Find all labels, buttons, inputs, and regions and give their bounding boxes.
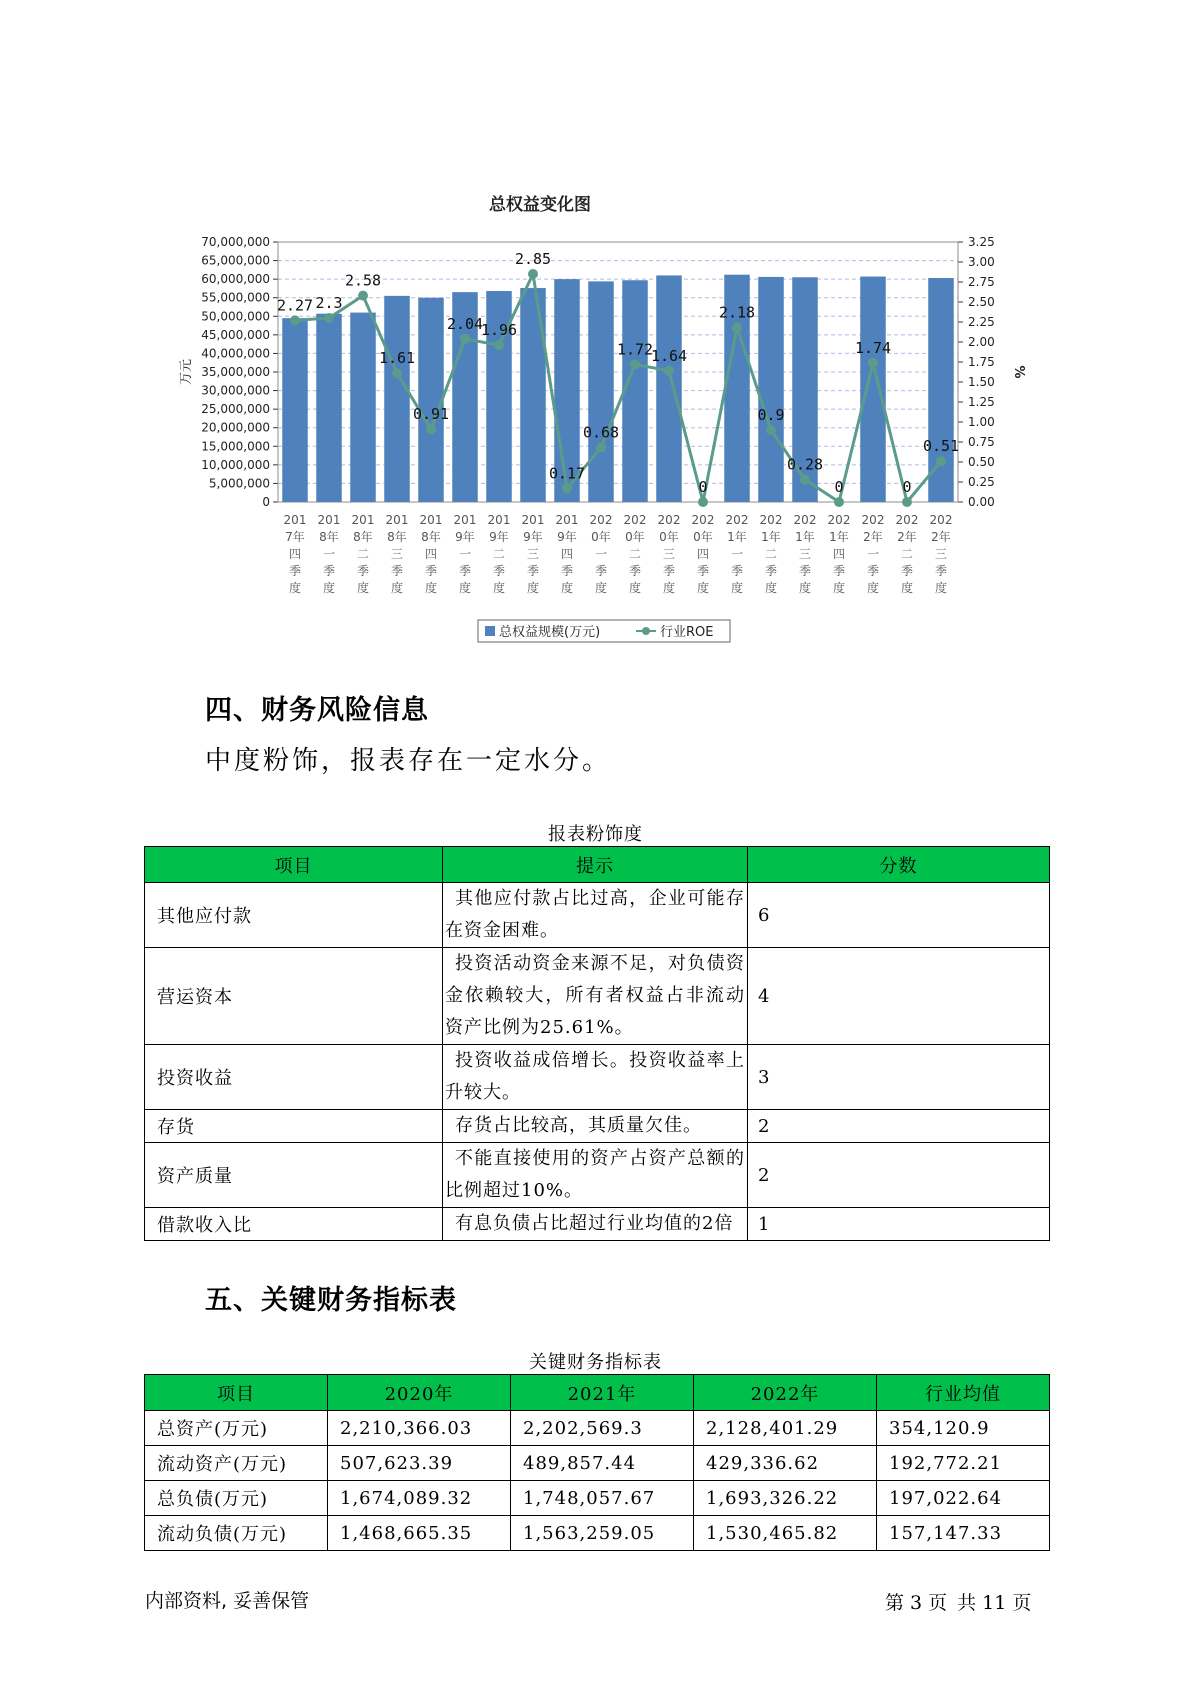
category-label-part: 0年 xyxy=(625,530,645,544)
category-label-part: 201 xyxy=(555,513,579,527)
roe-point xyxy=(868,358,878,368)
roe-data-label: 0.28 xyxy=(786,455,824,474)
category-label-part: 1年 xyxy=(829,530,849,544)
right-tick-label: 3.00 xyxy=(968,255,995,269)
category-label-part: 8年 xyxy=(353,530,373,544)
category-label-part: 季 xyxy=(832,564,846,578)
left-tick-label: 20,000,000 xyxy=(201,420,270,435)
category-label-part: 201 xyxy=(351,513,375,527)
roe-data-label: 1.74 xyxy=(854,338,892,357)
right-tick-label: 3.25 xyxy=(968,235,995,249)
kpi-table xyxy=(144,1374,1050,1551)
left-tick-label: 25,000,000 xyxy=(201,402,270,417)
risk-item: 借款收入比 xyxy=(145,1208,443,1241)
table-row xyxy=(145,1411,1050,1446)
category-label-part: 三 xyxy=(662,547,676,561)
kpi-value: 1,563,259.05 xyxy=(511,1516,694,1551)
category-label-part: 度 xyxy=(662,581,676,595)
section-heading-risk: 四、财务风险信息 xyxy=(205,695,429,726)
category-label-part: 季 xyxy=(560,564,574,578)
category-label-part: 季 xyxy=(526,564,540,578)
right-tick-label: 1.00 xyxy=(968,415,995,429)
page-current: 3 xyxy=(910,1592,923,1614)
page-suffix: 页 xyxy=(1012,1592,1032,1614)
category-label-part: 201 xyxy=(385,513,409,527)
left-tick-label: 65,000,000 xyxy=(201,253,270,268)
roe-data-label: 1.64 xyxy=(650,346,688,365)
category-label-part: 二 xyxy=(628,547,642,561)
roe-point xyxy=(358,291,368,301)
right-tick-label: 2.25 xyxy=(968,315,995,329)
category-label-part: 0年 xyxy=(693,530,713,544)
category-label-part: 度 xyxy=(628,581,642,595)
risk-hint: 存货占比较高，其质量欠佳。 xyxy=(443,1110,748,1143)
table-row xyxy=(145,948,1050,1045)
right-axis-title: % xyxy=(1011,365,1026,379)
legend-label-equity: 总权益规模(万元) xyxy=(499,625,601,640)
category-label-part: 二 xyxy=(764,547,778,561)
risk-item: 存货 xyxy=(145,1110,443,1143)
category-label-part: 度 xyxy=(900,581,914,595)
roe-data-label: 1.61 xyxy=(378,349,416,368)
category-label-part: 季 xyxy=(594,564,608,578)
category-label-part: 四 xyxy=(288,547,302,561)
category-label-part: 四 xyxy=(424,547,438,561)
category-label xyxy=(760,513,783,595)
category-label-part: 季 xyxy=(288,564,302,578)
roe-point xyxy=(494,340,504,350)
category-label-part: 度 xyxy=(424,581,438,595)
roe-point xyxy=(460,334,470,344)
category-label-part: 9年 xyxy=(523,530,543,544)
category-label-part: 202 xyxy=(861,513,885,527)
category-label-part: 季 xyxy=(696,564,710,578)
left-tick-label: 70,000,000 xyxy=(201,235,270,249)
header-industry-avg: 行业均值 xyxy=(877,1375,1050,1411)
equity-bar xyxy=(282,318,308,502)
category-label xyxy=(352,513,375,595)
category-label-part: 2年 xyxy=(931,530,951,544)
roe-data-label: 0 xyxy=(902,478,912,496)
category-label-part: 季 xyxy=(356,564,370,578)
risk-table-caption: 报表粉饰度 xyxy=(548,824,643,845)
risk-hint: 有息负债占比超过行业均值的2倍 xyxy=(443,1208,748,1241)
kpi-item: 总资产(万元) xyxy=(145,1411,328,1446)
category-label-part: 季 xyxy=(458,564,472,578)
header-2021: 2021年 xyxy=(511,1375,694,1411)
equity-bar xyxy=(860,277,886,502)
category-label xyxy=(828,513,851,595)
category-label-part: 202 xyxy=(827,513,851,527)
risk-hint: 投资收益成倍增长。投资收益率上升较大。 xyxy=(443,1045,748,1110)
category-label-part: 二 xyxy=(356,547,370,561)
category-label-part: 度 xyxy=(356,581,370,595)
kpi-value: 489,857.44 xyxy=(511,1446,694,1481)
category-label-part: 度 xyxy=(492,581,506,595)
right-tick-label: 2.00 xyxy=(968,335,995,349)
left-tick-label: 45,000,000 xyxy=(201,327,270,342)
category-label-part: 度 xyxy=(798,581,812,595)
category-label-part: 度 xyxy=(594,581,608,595)
category-label-part: 二 xyxy=(900,547,914,561)
category-label-part: 度 xyxy=(390,581,404,595)
right-tick-label: 1.75 xyxy=(968,355,995,369)
page-prefix: 第 xyxy=(885,1592,905,1614)
category-label-part: 7年 xyxy=(285,530,305,544)
category-label-part: 度 xyxy=(934,581,948,595)
category-label-part: 2年 xyxy=(897,530,917,544)
roe-data-label: 0.9 xyxy=(757,406,785,424)
category-label-part: 季 xyxy=(866,564,880,578)
kpi-item: 流动资产(万元) xyxy=(145,1446,328,1481)
risk-table xyxy=(144,846,1050,1241)
roe-point xyxy=(834,497,844,507)
category-label-part: 202 xyxy=(895,513,919,527)
roe-point xyxy=(426,424,436,434)
category-label-part: 三 xyxy=(390,547,404,561)
category-label-part: 201 xyxy=(487,513,511,527)
kpi-value: 2,202,569.3 xyxy=(511,1411,694,1446)
category-label xyxy=(624,513,647,595)
category-label xyxy=(454,513,477,595)
category-label-part: 202 xyxy=(657,513,681,527)
category-label-part: 202 xyxy=(759,513,783,527)
left-axis-title: 万元 xyxy=(179,358,194,386)
category-label-part: 8年 xyxy=(319,530,339,544)
category-label-part: 三 xyxy=(526,547,540,561)
category-label-part: 季 xyxy=(900,564,914,578)
category-label-part: 四 xyxy=(696,547,710,561)
legend-bar-swatch xyxy=(485,626,495,636)
roe-data-label: 0.68 xyxy=(582,423,620,442)
right-tick-label: 2.75 xyxy=(968,275,995,289)
risk-hint: 其他应付款占比过高，企业可能存在资金困难。 xyxy=(443,883,748,948)
category-label xyxy=(930,513,953,595)
category-label-part: 2年 xyxy=(863,530,883,544)
risk-item: 资产质量 xyxy=(145,1143,443,1208)
table-row xyxy=(145,1208,1050,1241)
kpi-value: 429,336.62 xyxy=(694,1446,877,1481)
roe-data-label: 1.72 xyxy=(616,340,654,359)
kpi-value: 157,147.33 xyxy=(877,1516,1050,1551)
category-label-part: 季 xyxy=(424,564,438,578)
right-tick-label: 0.50 xyxy=(968,455,995,469)
category-label xyxy=(726,513,749,595)
risk-score: 6 xyxy=(748,883,1050,948)
category-label-part: 度 xyxy=(526,581,540,595)
footer-confidential-note: 内部资料, 妥善保管 xyxy=(145,1590,310,1612)
table-row xyxy=(145,1446,1050,1481)
right-tick-label: 1.25 xyxy=(968,395,995,409)
category-label-part: 201 xyxy=(283,513,307,527)
page-mid: 页 共 xyxy=(928,1592,977,1614)
category-label-part: 季 xyxy=(492,564,506,578)
header-2022: 2022年 xyxy=(694,1375,877,1411)
roe-data-label: 0.51 xyxy=(922,437,960,456)
category-label-part: 季 xyxy=(628,564,642,578)
right-tick-label: 0.75 xyxy=(968,435,995,449)
category-label-part: 一 xyxy=(866,547,880,561)
category-label-part: 四 xyxy=(560,547,574,561)
roe-point xyxy=(596,443,606,453)
kpi-table-header xyxy=(145,1375,1050,1411)
equity-bar xyxy=(622,280,648,502)
roe-point xyxy=(630,359,640,369)
roe-data-label: 2.27 xyxy=(276,296,314,315)
category-label xyxy=(318,513,341,595)
kpi-value: 1,748,057.67 xyxy=(511,1481,694,1516)
category-label xyxy=(522,513,545,595)
category-label-part: 一 xyxy=(594,547,608,561)
equity-bar xyxy=(316,314,342,502)
category-label xyxy=(692,513,715,595)
roe-data-label: 0.91 xyxy=(412,405,450,424)
category-label-part: 202 xyxy=(929,513,953,527)
category-label xyxy=(658,513,681,595)
category-label-part: 0年 xyxy=(659,530,679,544)
category-label-part: 1年 xyxy=(761,530,781,544)
header-item: 项目 xyxy=(145,1375,328,1411)
category-label-part: 1年 xyxy=(727,530,747,544)
header-hint: 提示 xyxy=(443,847,748,883)
category-label xyxy=(862,513,885,595)
category-label-part: 202 xyxy=(589,513,613,527)
roe-data-label: 2.18 xyxy=(718,303,756,322)
roe-point xyxy=(664,366,674,376)
right-tick-label: 0.00 xyxy=(968,495,995,509)
right-tick-label: 2.50 xyxy=(968,295,995,309)
left-tick-label: 10,000,000 xyxy=(201,457,270,472)
equity-bar xyxy=(928,278,954,502)
category-label-part: 季 xyxy=(322,564,336,578)
category-label-part: 季 xyxy=(662,564,676,578)
category-label-part: 三 xyxy=(798,547,812,561)
category-label-part: 季 xyxy=(390,564,404,578)
left-tick-label: 35,000,000 xyxy=(201,365,270,379)
category-label-part: 三 xyxy=(934,547,948,561)
kpi-table-caption: 关键财务指标表 xyxy=(529,1352,662,1373)
category-label-part: 0年 xyxy=(591,530,611,544)
left-tick-label: 60,000,000 xyxy=(201,272,270,287)
category-label-part: 度 xyxy=(288,581,302,595)
equity-bar xyxy=(350,313,376,502)
roe-point xyxy=(324,313,334,323)
kpi-value: 1,693,326.22 xyxy=(694,1481,877,1516)
left-tick-label: 15,000,000 xyxy=(201,439,270,454)
category-label-part: 季 xyxy=(764,564,778,578)
chart-canvas xyxy=(160,190,1030,660)
category-label-part: 202 xyxy=(691,513,715,527)
right-tick-label: 1.50 xyxy=(968,375,995,389)
category-label-part: 一 xyxy=(730,547,744,561)
category-label-part: 度 xyxy=(560,581,574,595)
equity-bar xyxy=(520,288,546,502)
roe-data-label: 0 xyxy=(834,478,844,496)
header-score: 分数 xyxy=(748,847,1050,883)
category-label-part: 度 xyxy=(730,581,744,595)
left-tick-label: 55,000,000 xyxy=(201,290,270,305)
kpi-value: 197,022.64 xyxy=(877,1481,1050,1516)
left-tick-label: 5,000,000 xyxy=(208,476,270,491)
roe-point xyxy=(732,323,742,333)
roe-point xyxy=(290,315,300,325)
kpi-value: 507,623.39 xyxy=(328,1446,511,1481)
left-tick-label: 0 xyxy=(262,495,270,509)
risk-item: 其他应付款 xyxy=(145,883,443,948)
category-label-part: 季 xyxy=(730,564,744,578)
footer-page-number xyxy=(882,1588,1034,1615)
legend-line-marker xyxy=(642,627,650,635)
kpi-value: 1,530,465.82 xyxy=(694,1516,877,1551)
table-row xyxy=(145,1516,1050,1551)
table-row xyxy=(145,1143,1050,1208)
risk-score: 3 xyxy=(748,1045,1050,1110)
roe-point xyxy=(800,475,810,485)
section-heading-kpi: 五、关键财务指标表 xyxy=(205,1285,457,1316)
kpi-value: 192,772.21 xyxy=(877,1446,1050,1481)
equity-bar xyxy=(588,281,614,502)
risk-score: 2 xyxy=(748,1110,1050,1143)
category-label-part: 度 xyxy=(458,581,472,595)
category-label xyxy=(386,513,409,595)
roe-data-label: 2.04 xyxy=(446,314,484,333)
left-tick-label: 30,000,000 xyxy=(201,383,270,398)
roe-data-label: 2.3 xyxy=(315,294,343,312)
roe-data-label: 0 xyxy=(698,478,708,496)
header-item: 项目 xyxy=(145,847,443,883)
roe-data-label: 2.85 xyxy=(514,250,552,268)
category-label-part: 季 xyxy=(934,564,948,578)
kpi-value: 2,210,366.03 xyxy=(328,1411,511,1446)
category-label-part: 一 xyxy=(458,547,472,561)
kpi-value: 354,120.9 xyxy=(877,1411,1050,1446)
category-label xyxy=(420,513,443,595)
category-label xyxy=(488,513,511,595)
roe-data-label: 0.17 xyxy=(548,464,586,483)
roe-point xyxy=(902,497,912,507)
risk-item: 营运资本 xyxy=(145,948,443,1045)
kpi-item: 流动负债(万元) xyxy=(145,1516,328,1551)
table-row xyxy=(145,883,1050,948)
risk-score: 4 xyxy=(748,948,1050,1045)
equity-chart xyxy=(160,190,1030,660)
category-label-part: 1年 xyxy=(795,530,815,544)
category-label-part: 202 xyxy=(725,513,749,527)
category-label-part: 度 xyxy=(322,581,336,595)
category-label-part: 度 xyxy=(696,581,710,595)
category-label-part: 201 xyxy=(453,513,477,527)
category-label-part: 202 xyxy=(623,513,647,527)
kpi-item: 总负债(万元) xyxy=(145,1481,328,1516)
right-tick-label: 0.25 xyxy=(968,475,995,489)
roe-point xyxy=(528,269,538,279)
category-label xyxy=(590,513,613,595)
category-label xyxy=(284,513,307,595)
roe-data-label: 1.96 xyxy=(480,321,518,340)
category-label-part: 度 xyxy=(832,581,846,595)
equity-bar xyxy=(418,298,444,502)
equity-bar xyxy=(656,275,682,502)
risk-summary: 中度粉饰，报表存在一定水分。 xyxy=(205,746,612,776)
table-row xyxy=(145,1110,1050,1143)
roe-point xyxy=(562,483,572,493)
risk-table-header xyxy=(145,847,1050,883)
roe-point xyxy=(698,497,708,507)
category-label xyxy=(794,513,817,595)
category-label xyxy=(556,513,579,595)
category-label-part: 季 xyxy=(798,564,812,578)
category-label-part: 9年 xyxy=(557,530,577,544)
equity-bar xyxy=(384,296,410,502)
category-label-part: 8年 xyxy=(421,530,441,544)
category-label-part: 一 xyxy=(322,547,336,561)
risk-hint: 不能直接使用的资产占资产总额的比例超过10%。 xyxy=(443,1143,748,1208)
table-row xyxy=(145,1045,1050,1110)
category-label-part: 9年 xyxy=(455,530,475,544)
category-label-part: 四 xyxy=(832,547,846,561)
category-label-part: 201 xyxy=(317,513,341,527)
category-label-part: 202 xyxy=(793,513,817,527)
category-label-part: 二 xyxy=(492,547,506,561)
risk-hint: 投资活动资金来源不足，对负债资金依赖较大，所有者权益占非流动资产比例为25.61%。 xyxy=(443,948,748,1045)
category-label-part: 9年 xyxy=(489,530,509,544)
kpi-value: 1,674,089.32 xyxy=(328,1481,511,1516)
roe-data-label: 2.58 xyxy=(344,271,382,290)
left-tick-label: 50,000,000 xyxy=(201,309,270,324)
header-2020: 2020年 xyxy=(328,1375,511,1411)
chart-title: 总权益变化图 xyxy=(489,195,591,215)
category-label-part: 度 xyxy=(764,581,778,595)
roe-point xyxy=(936,456,946,466)
category-label-part: 度 xyxy=(866,581,880,595)
category-label-part: 201 xyxy=(419,513,443,527)
roe-point xyxy=(392,368,402,378)
left-tick-label: 40,000,000 xyxy=(201,346,270,361)
category-label xyxy=(896,513,919,595)
page-total: 11 xyxy=(982,1592,1007,1614)
risk-item: 投资收益 xyxy=(145,1045,443,1110)
kpi-value: 1,468,665.35 xyxy=(328,1516,511,1551)
roe-point xyxy=(766,425,776,435)
table-row xyxy=(145,1481,1050,1516)
risk-score: 2 xyxy=(748,1143,1050,1208)
category-label-part: 8年 xyxy=(387,530,407,544)
equity-bar xyxy=(758,277,784,502)
category-label-part: 201 xyxy=(521,513,545,527)
risk-score: 1 xyxy=(748,1208,1050,1241)
legend-label-roe: 行业ROE xyxy=(660,625,714,640)
kpi-value: 2,128,401.29 xyxy=(694,1411,877,1446)
